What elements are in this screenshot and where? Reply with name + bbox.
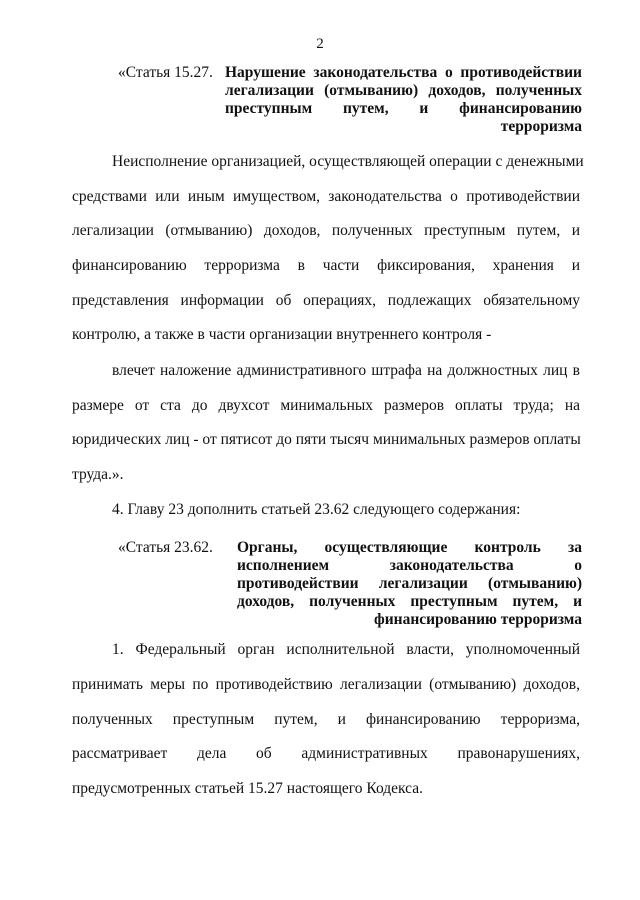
- article-23-62-title: Органы, осуществляющие контроль за исполнением законодательства о противодействии легализации (отмыванию) доходов, полученных преступным путем, и финансированию терроризма: [237, 539, 582, 628]
- article-23-62-label: «Статья 23.62.: [118, 539, 213, 556]
- paragraph-4-line: полученных преступным путем, и финансированию терроризма,: [72, 711, 580, 728]
- paragraph-2-line: размере от ста до двухсот минимальных размеров оплаты труда; на: [72, 397, 580, 414]
- paragraph-1-line: Неисполнение организацией, осуществляющей операции с денежными: [112, 153, 584, 170]
- paragraph-1-line: легализации (отмыванию) доходов, полученных преступным путем, и: [72, 222, 580, 239]
- paragraph-4-line: рассматривает дела об административных правонарушениях,: [72, 745, 580, 762]
- paragraph-2-line: влечет наложение административного штрафа на должностных лиц в: [112, 362, 580, 379]
- paragraph-2-line: юридических лиц - от пятисот до пяти тысяч минимальных размеров оплаты: [72, 431, 581, 448]
- paragraph-1-line: финансированию терроризма в части фиксирования, хранения и: [72, 257, 580, 274]
- page-number: 2: [316, 36, 324, 52]
- paragraph-4-line: 1. Федеральный орган исполнительной власти, уполномоченный: [112, 641, 580, 658]
- paragraph-4-line: предусмотренных статьей 15.27 настоящего Кодекса.: [72, 780, 423, 797]
- article-15-27-label: «Статья 15.27.: [118, 64, 213, 81]
- paragraph-2-line: труда.».: [72, 466, 124, 483]
- paragraph-3: 4. Главу 23 дополнить статьей 23.62 следующего содержания:: [112, 501, 521, 518]
- article-15-27-title: Нарушение законодательства о противодействии легализации (отмыванию) доходов, полученных преступным путем, и финансированию терроризма: [225, 64, 582, 135]
- paragraph-4-line: принимать меры по противодействию легализации (отмыванию) доходов,: [72, 676, 580, 693]
- paragraph-1-line: представления информации об операциях, подлежащих обязательному: [72, 292, 580, 309]
- paragraph-1-line: контролю, а также в части организации внутреннего контроля -: [72, 326, 492, 343]
- paragraph-1-line: средствами или иным имуществом, законодательства о противодействии: [72, 188, 580, 205]
